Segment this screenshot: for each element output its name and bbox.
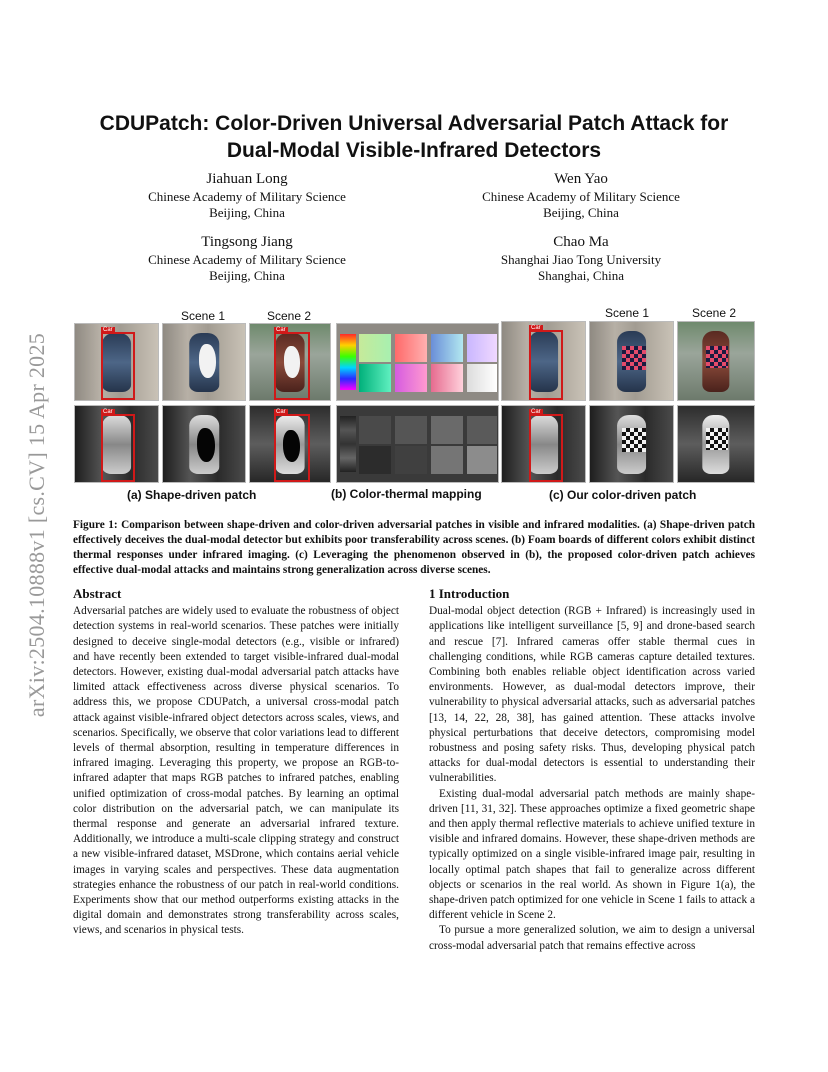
- left-column: [73, 586, 399, 939]
- author-affiliation: Chinese Academy of Military Science: [148, 252, 346, 267]
- paper-title-line-2: Dual-Modal Visible-Infrared Detectors: [226, 139, 602, 162]
- abstract-heading: Abstract: [73, 586, 122, 601]
- author-block-2: [466, 170, 696, 221]
- scene-1-label-c: Scene 1: [605, 306, 650, 320]
- scene-2-label-c: Scene 2: [692, 306, 737, 320]
- detection-label: Car: [103, 409, 113, 415]
- panel-c-infrared-patched-scene2: [677, 405, 755, 483]
- intro-paragraph-2: Existing dual-modal adversarial patch methods are mainly shape-driven [11, 31, 32]. These approaches optimize a fixed geometric shape and then apply thermal reflective materials to achieve unified texture in visible and infrared domains. However, these shape-driven methods are typically optimized on a single visible-infrared image pair, resulting in locally optimal patch shapes that fail to generalize across different objects or scenarios in the real world. As shown in Figure 1(a), the shape-driven patch optimized for one vehicle in Scene 1 fails to attack a different vehicle in Scene 2.: [429, 787, 755, 922]
- arxiv-side-label: [24, 285, 49, 765]
- detection-label: Car: [531, 325, 541, 331]
- author-location: Beijing, China: [209, 268, 285, 283]
- author-affiliation: Chinese Academy of Military Science: [148, 189, 346, 204]
- panel-c-visible-clean: [501, 321, 586, 401]
- author-block-3: [132, 233, 362, 284]
- thermal-swatch: [431, 446, 463, 474]
- subfigure-label-c: (c) Our color-driven patch: [549, 488, 697, 502]
- panel-a-infrared-clean: [74, 405, 159, 483]
- thermal-swatch: [431, 416, 463, 444]
- author-name: Tingsong Jiang: [201, 234, 293, 250]
- color-driven-patch: [622, 346, 646, 370]
- intro-paragraph-3: To pursue a more generalized solution, we aim to design a universal cross-modal adversarial patch that remains effective across: [429, 924, 755, 952]
- right-column: [429, 586, 755, 954]
- panel-b-thermal-boards: [336, 405, 499, 483]
- author-location: Beijing, China: [209, 205, 285, 220]
- color-swatch: [431, 364, 463, 392]
- thermal-swatch: [395, 416, 427, 444]
- arxiv-id-text: arXiv:2504.10888v1 [cs.CV] 15 Apr 2025: [24, 332, 49, 718]
- panel-c-infrared-clean: [501, 405, 586, 483]
- detection-box: [274, 332, 310, 400]
- panel-a-infrared-patched-scene2: [249, 405, 331, 483]
- color-swatch: [431, 334, 463, 362]
- thermal-swatch: [359, 446, 391, 474]
- detection-label: Car: [276, 409, 286, 415]
- detection-box: [274, 414, 310, 482]
- color-swatch: [340, 334, 356, 390]
- color-swatch: [395, 334, 427, 362]
- thermal-patch: [622, 428, 646, 452]
- color-driven-patch: [706, 346, 728, 368]
- abstract-text: Adversarial patches are widely used to evaluate the robustness of object detection systems in real-world scenarios. These patches were initially designed to deceive single-modal detectors (e.g., visible or infrared) and have recently been extended to target visible-infrared dual-modal detectors. However, existing dual-modal adversarial patch attacks have limited attack effectiveness across diverse physical scenarios. To address this, we propose CDUPatch, a universal cross-modal patch attack against visible-infrared object detectors across scales, views, and scenarios. Specifically, we observe that color variations lead to different levels of thermal absorption, resulting in temperature differences in infrared imaging. Leveraging this property, we propose an RGB-to-infrared adapter that maps RGB patches to infrared patches, enabling unified optimization of cross-modal patches. By learning an optimal color distribution on the adversarial patch, we can manipulate its thermal response and generate an adversarial infrared texture. Additionally, we introduce a multi-scale clipping strategy and construct a new visible-infrared dataset, MSDrone, which contains aerial vehicle images in varying scales and perspectives. These data augmentation strategies enhance the robustness of our patch in real-world conditions. Experiments show that our method outperforms existing attacks in the digital domain and demonstrates strong transferability across scales, views, and scenarios in physical tests.: [73, 605, 399, 937]
- panel-c-visible-patched-scene2: [677, 321, 755, 401]
- author-location: Shanghai, China: [538, 268, 624, 283]
- panel-a-visible-clean: [74, 323, 159, 401]
- detection-box: [529, 330, 563, 400]
- color-swatch: [467, 334, 497, 362]
- panel-b-color-boards: [336, 323, 499, 401]
- subfigure-label-a: (a) Shape-driven patch: [127, 488, 257, 502]
- thermal-patch: [706, 428, 728, 450]
- figure-1: [73, 305, 755, 505]
- panel-a-visible-patched-scene2: [249, 323, 331, 401]
- thermal-swatch: [340, 416, 356, 472]
- intro-paragraph-1: Dual-modal object detection (RGB + Infrared) is increasingly used in applications like intelligent surveillance [5, 9] and drone-based search and rescue [7]. Infrared cameras offer stable thermal cues in challenging conditions, while RGB cameras capture detailed textures. Combining both enables reliable object identification across varied environments. However, as dual-modal detectors improve, their vulnerability to physical adversarial attacks, such as adversarial patches [13, 14, 22, 28, 38], has gained attention. These attacks involve physical perturbations that deceive detectors, compromising model robustness and posing safety risks. Thus, developing physical patch attacks for dual-modal detectors is essential to understanding their vulnerabilities.: [429, 605, 755, 785]
- introduction-heading: 1 Introduction: [429, 586, 510, 601]
- detection-label: Car: [103, 327, 113, 333]
- author-block-4: [466, 233, 696, 284]
- detection-box: [101, 332, 135, 400]
- author-block-1: [132, 170, 362, 221]
- color-swatch: [467, 364, 497, 392]
- color-swatch: [359, 334, 391, 362]
- author-name: Wen Yao: [554, 171, 608, 187]
- scene-2-label-a: Scene 2: [267, 309, 312, 323]
- scene-1-label-a: Scene 1: [181, 309, 226, 323]
- panel-c-visible-patched-scene1: [589, 321, 674, 401]
- panel-a-visible-patched-scene1: [162, 323, 246, 401]
- figure-1-caption: Figure 1: Comparison between shape-driven and color-driven adversarial patches in visible and infrared modalities. (a) Shape-driven patch effectively deceives the dual-modal detector but exhibits poor transferability across scenes. (b) Foam boards of different colors exhibit distinct thermal responses under infrared imaging. (c) Leveraging the phenomenon observed in (b), the proposed color-driven patch achieves effective dual-modal attacks and maintains strong generalization across diverse scenes.: [73, 519, 755, 576]
- color-swatch: [395, 364, 427, 392]
- author-name: Jiahuan Long: [206, 171, 288, 187]
- thermal-swatch: [467, 446, 497, 474]
- color-swatch: [359, 364, 391, 392]
- black-shape-patch: [197, 428, 215, 462]
- thermal-swatch: [467, 416, 497, 444]
- author-affiliation: Chinese Academy of Military Science: [482, 189, 680, 204]
- panel-a-infrared-patched-scene1: [162, 405, 246, 483]
- author-name: Chao Ma: [553, 234, 609, 250]
- paper-title-line-1: CDUPatch: Color-Driven Universal Adversarial Patch Attack for: [99, 112, 729, 135]
- author-affiliation: Shanghai Jiao Tong University: [500, 252, 662, 267]
- subfigure-label-b: (b) Color-thermal mapping: [331, 487, 482, 501]
- thermal-swatch: [359, 416, 391, 444]
- panel-c-infrared-patched-scene1: [589, 405, 674, 483]
- detection-label: Car: [531, 409, 541, 415]
- detection-box: [529, 414, 563, 482]
- author-location: Beijing, China: [543, 205, 619, 220]
- white-shape-patch: [199, 344, 216, 378]
- detection-label: Car: [276, 327, 286, 333]
- detection-box: [101, 414, 135, 482]
- thermal-swatch: [395, 446, 427, 474]
